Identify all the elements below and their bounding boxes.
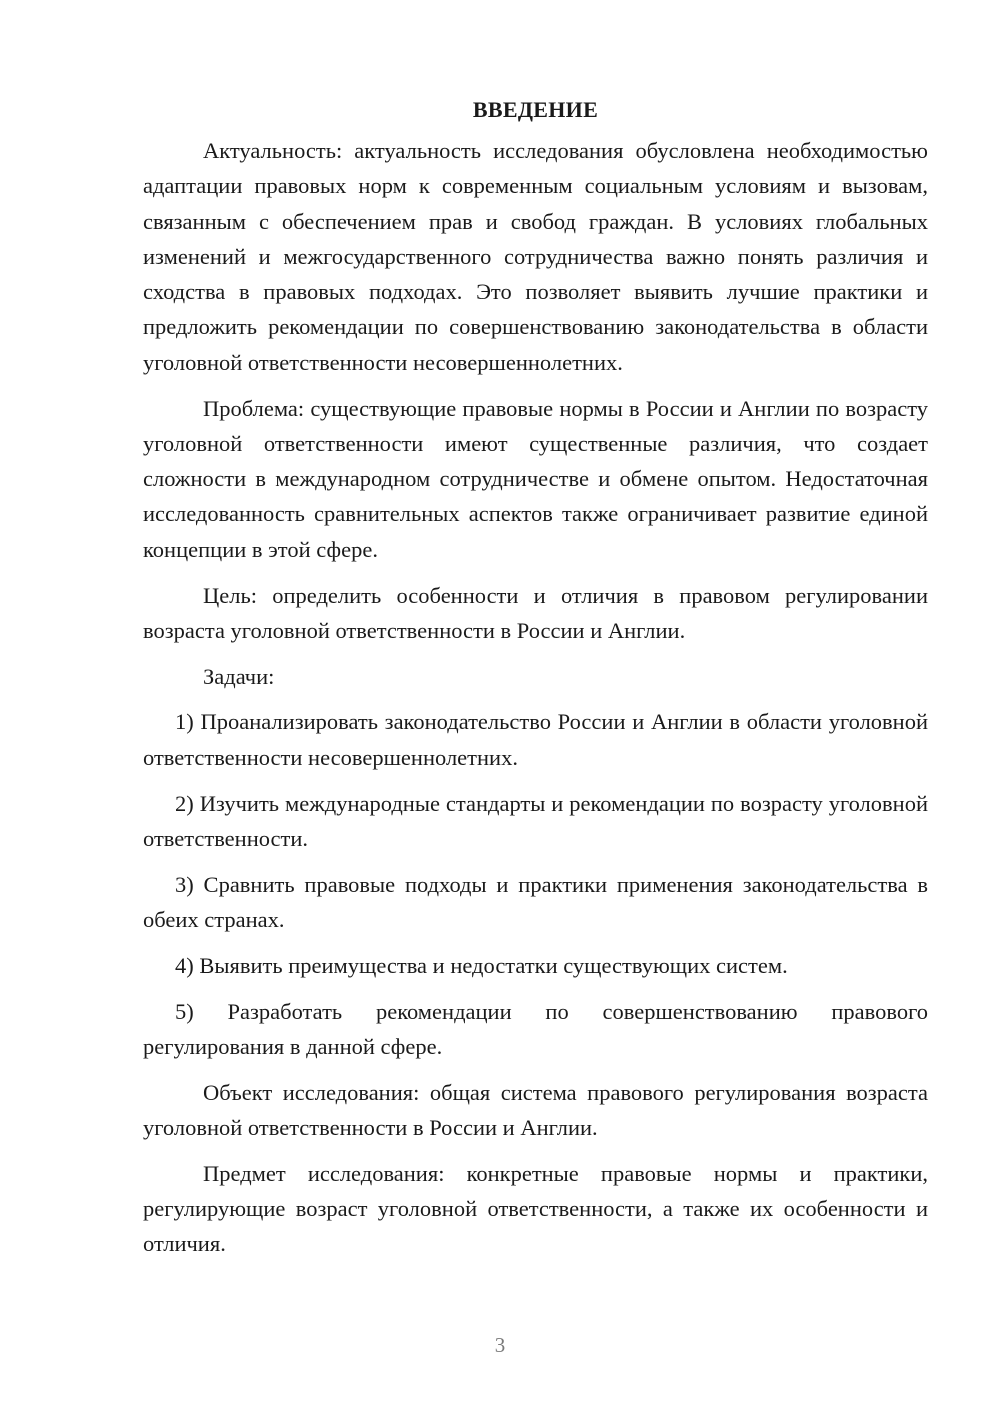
paragraph-research-object: Объект исследования: общая система правового регулирования возраста уголовной ответственности в России и Англии. [143,1079,928,1140]
task-item-3: 3) Сравнить правовые подходы и практики применения законодательства в обеих странах. [143,871,928,932]
paragraph-research-subject: Предмет исследования: конкретные правовые нормы и практики, регулирующие возраст уголовной ответственности, а также их особенности и отличия. [143,1160,928,1257]
document-title: ВВЕДЕНИЕ [472,97,599,122]
paragraph-relevance: Актуальность: актуальность исследования обусловлена необходимостью адаптации правовых норм к современным социальным условиям и вызовам, связанным с обеспечением прав и свобод граждан. В условиях глобальных изменений и межгосударственного сотрудничества важно понять различия и сходства в правовых подходах. Это позволяет выявить лучшие практики и предложить рекомендации по совершенствованию законодательства в области уголовной ответственности несовершеннолетних. [143,138,928,375]
page-number: 3 [494,1333,506,1357]
paragraph-goal: Цель: определить особенности и отличия в правовом регулировании возраста уголовной ответственности в России и Англии. [143,582,928,643]
task-item-4: 4) Выявить преимущества и недостатки существующих систем. [175,952,788,978]
paragraph-tasks-heading: Задачи: [203,663,275,689]
task-item-2: 2) Изучить международные стандарты и рекомендации по возрасту уголовной ответственности. [143,790,928,851]
task-item-1: 1) Проанализировать законодательство России и Англии в области уголовной ответственности несовершеннолетних. [143,709,928,770]
paragraph-problem: Проблема: существующие правовые нормы в России и Англии по возрасту уголовной ответственности имеют существенные различия, что создает сложности в международном сотрудничестве и обмене опытом. Недостаточная исследованность сравнительных аспектов также ограничивает развитие единой концепции в этой сфере. [143,395,928,562]
task-item-5: 5) Разработать рекомендации по совершенствованию правового регулирования в данной сфере. [143,998,928,1059]
document-page [143,93,928,1272]
